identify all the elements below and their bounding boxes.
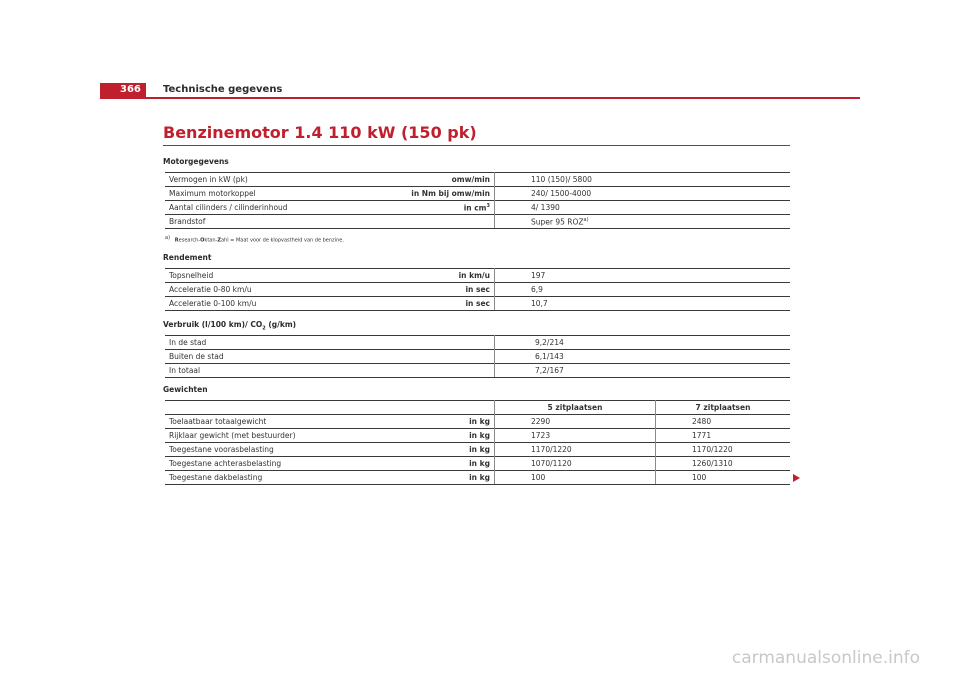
row-label: Rijklaar gewicht (met bestuurder)	[165, 429, 393, 443]
footnote-r-rest: esearch-	[178, 237, 201, 244]
verbruik-heading	[163, 320, 296, 332]
row-value-5: 1070/1120	[495, 457, 656, 471]
footnote-o: O	[200, 237, 205, 244]
footnote-ref: a)	[583, 216, 589, 223]
header-blank	[165, 401, 495, 415]
row-label: Maximum motorkoppel	[165, 187, 393, 201]
gewichten-heading: Gewichten	[163, 385, 208, 394]
row-unit	[393, 364, 495, 378]
table-row	[165, 457, 790, 471]
table-row	[165, 336, 790, 350]
row-label: Vermogen in kW (pk)	[165, 173, 393, 187]
motor-table	[165, 172, 790, 229]
row-value-7: 2480	[656, 415, 791, 429]
motor-heading: Motorgegevens	[163, 157, 229, 166]
footnote-z: Z	[217, 237, 221, 244]
page-number: 366	[100, 83, 146, 97]
header-7-seats: 7 zitplaatsen	[656, 401, 791, 415]
row-unit	[393, 350, 495, 364]
footnote-text: ahl = Maat voor de klopvastheid van de benzine.	[220, 237, 344, 244]
row-unit: omw/min	[393, 173, 495, 187]
table-row	[165, 201, 790, 215]
row-unit: in sec	[393, 297, 495, 311]
table-row	[165, 269, 790, 283]
verbruik-heading-sub: 2	[262, 325, 266, 332]
row-label: Toegestane achterasbelasting	[165, 457, 393, 471]
table-row	[165, 350, 790, 364]
footnote	[165, 235, 344, 244]
row-value: 240/ 1500-4000	[495, 187, 791, 201]
verbruik-heading-text: Verbruik (l/100 km)/ CO	[163, 320, 263, 329]
table-row	[165, 173, 790, 187]
table-row	[165, 215, 790, 229]
table-row	[165, 443, 790, 457]
header-divider	[100, 97, 860, 99]
row-unit: in kg	[393, 471, 495, 485]
verbruik-heading-unit: (g/km)	[265, 320, 297, 329]
table-header-row	[165, 401, 790, 415]
row-label: Toegestane voorasbelasting	[165, 443, 393, 457]
row-label: Toegestane dakbelasting	[165, 471, 393, 485]
table-row	[165, 283, 790, 297]
page-title: Benzinemotor 1.4 110 kW (150 pk)	[163, 123, 477, 142]
section-title: Technische gegevens	[163, 84, 283, 95]
row-value: 197	[495, 269, 791, 283]
row-value: 6,9	[495, 283, 791, 297]
row-unit	[393, 215, 495, 229]
row-value-7: 1260/1310	[656, 457, 791, 471]
table-row	[165, 471, 790, 485]
row-value: 7,2/167	[495, 364, 791, 378]
row-label: In totaal	[165, 364, 393, 378]
row-value-7: 100	[656, 471, 791, 485]
verbruik-table	[165, 335, 790, 378]
row-label: Aantal cilinders / cilinderinhoud	[165, 201, 393, 215]
row-unit	[393, 201, 495, 215]
row-unit: in kg	[393, 457, 495, 471]
row-label: Toelaatbaar totaalgewicht	[165, 415, 393, 429]
title-divider	[163, 145, 790, 146]
table-row	[165, 297, 790, 311]
row-value-5: 1170/1220	[495, 443, 656, 457]
table-row	[165, 415, 790, 429]
row-value-5: 2290	[495, 415, 656, 429]
footnote-marker: a)	[165, 235, 171, 241]
row-value: 110 (150)/ 5800	[495, 173, 791, 187]
row-value-7: 1170/1220	[656, 443, 791, 457]
unit-superscript: 3	[486, 202, 490, 209]
header-5-seats: 5 zitplaatsen	[495, 401, 656, 415]
row-value-5: 100	[495, 471, 656, 485]
table-row	[165, 364, 790, 378]
row-value: 9,2/214	[495, 336, 791, 350]
gewichten-table	[165, 400, 790, 485]
row-label: Buiten de stad	[165, 350, 393, 364]
row-unit: in kg	[393, 443, 495, 457]
footnote-r: R	[174, 237, 179, 244]
row-value-5: 1723	[495, 429, 656, 443]
continue-arrow-icon	[793, 474, 800, 482]
row-unit: in km/u	[393, 269, 495, 283]
row-label: Acceleratie 0-80 km/u	[165, 283, 393, 297]
rendement-heading: Rendement	[163, 253, 212, 262]
row-unit	[393, 336, 495, 350]
row-unit: in kg	[393, 415, 495, 429]
row-value-7: 1771	[656, 429, 791, 443]
rendement-table	[165, 268, 790, 311]
row-label: Brandstof	[165, 215, 393, 229]
table-row	[165, 187, 790, 201]
value-text: Super 95 ROZ	[531, 217, 584, 227]
row-unit: in Nm bij omw/min	[393, 187, 495, 201]
row-unit: in sec	[393, 283, 495, 297]
footnote-o-rest: ktan-	[204, 237, 218, 244]
row-value: 4/ 1390	[495, 201, 791, 215]
table-row	[165, 429, 790, 443]
watermark: carmanualsonline.info	[731, 648, 920, 668]
row-label: Topsnelheid	[165, 269, 393, 283]
row-label: Acceleratie 0-100 km/u	[165, 297, 393, 311]
row-unit: in kg	[393, 429, 495, 443]
row-value: 10,7	[495, 297, 791, 311]
row-label: In de stad	[165, 336, 393, 350]
row-value	[495, 215, 791, 229]
row-value: 6,1/143	[495, 350, 791, 364]
unit-text: in cm	[463, 203, 487, 213]
